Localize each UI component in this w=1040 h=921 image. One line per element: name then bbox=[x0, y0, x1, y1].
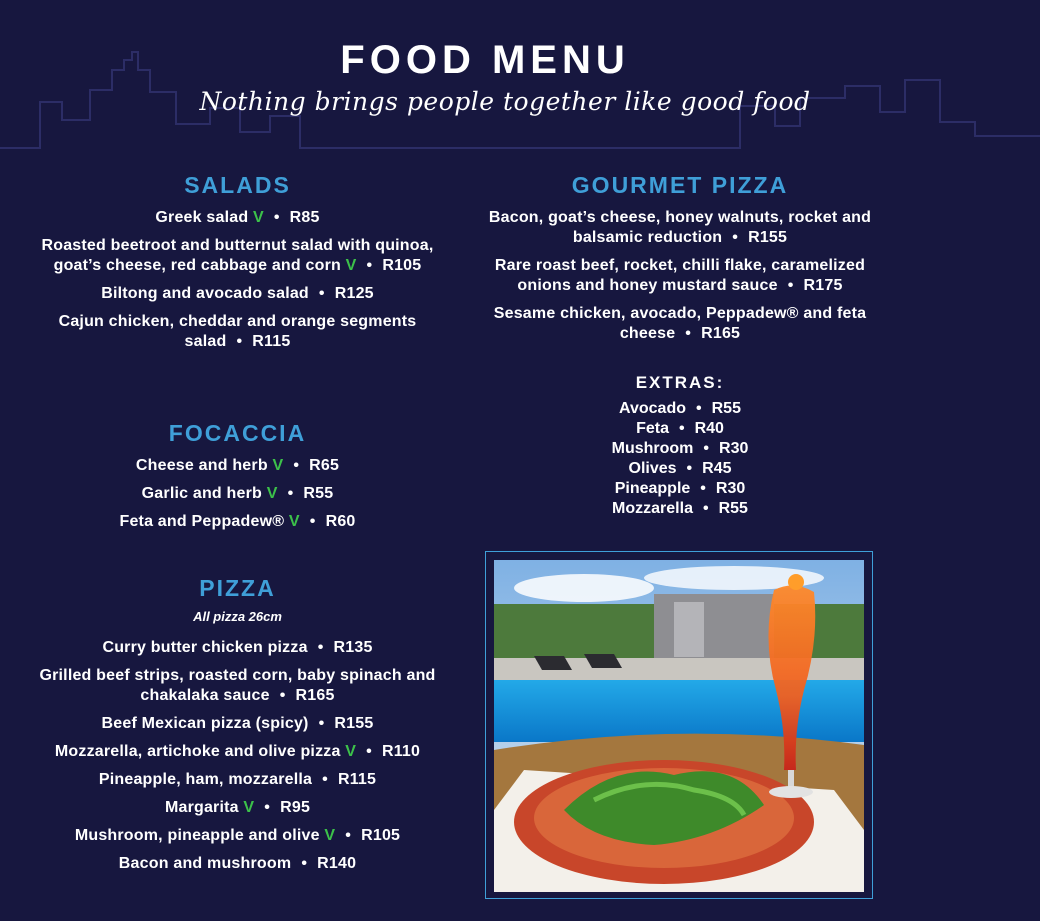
salads-list bbox=[30, 208, 445, 352]
vegetarian-badge: V bbox=[266, 485, 278, 502]
item-name: Pineapple, ham, mozzarella bbox=[98, 771, 313, 788]
separator-dot: • bbox=[696, 400, 702, 417]
menu-item bbox=[30, 512, 445, 532]
item-price: R175 bbox=[803, 277, 843, 294]
separator-dot: • bbox=[345, 827, 352, 844]
extra-item bbox=[470, 479, 890, 499]
extra-price: R30 bbox=[715, 480, 746, 497]
item-name: Garlic and herb bbox=[141, 485, 263, 502]
item-price: R135 bbox=[333, 639, 373, 656]
menu-item bbox=[30, 312, 445, 352]
item-price: R95 bbox=[280, 799, 311, 816]
menu-item bbox=[30, 770, 445, 790]
separator-dot: • bbox=[318, 715, 325, 732]
item-name: Beef Mexican pizza (spicy) bbox=[101, 715, 309, 732]
item-price: R140 bbox=[317, 855, 357, 872]
item-price: R115 bbox=[337, 771, 377, 788]
item-price: R55 bbox=[303, 485, 334, 502]
photo-frame bbox=[485, 551, 873, 899]
menu-item bbox=[30, 742, 445, 762]
pizza-and-cocktail-poolside-photo-icon bbox=[494, 560, 864, 892]
item-price: R60 bbox=[325, 513, 356, 530]
item-price: R125 bbox=[334, 285, 374, 302]
item-name: Margarita bbox=[164, 799, 239, 816]
item-name: Cajun chicken, cheddar and orange segments salad bbox=[58, 313, 417, 350]
extra-item bbox=[470, 419, 890, 439]
item-name: Cheese and herb bbox=[135, 457, 268, 474]
item-price: R105 bbox=[382, 257, 422, 274]
item-price: R110 bbox=[381, 743, 421, 760]
section-focaccia bbox=[30, 420, 445, 540]
menu-item bbox=[30, 666, 445, 706]
separator-dot: • bbox=[273, 209, 280, 226]
separator-dot: • bbox=[366, 257, 373, 274]
menu-item bbox=[470, 208, 890, 248]
separator-dot: • bbox=[236, 333, 243, 350]
separator-dot: • bbox=[264, 799, 271, 816]
vegetarian-badge: V bbox=[288, 513, 300, 530]
extra-price: R55 bbox=[718, 500, 748, 517]
separator-dot: • bbox=[685, 325, 692, 342]
separator-dot: • bbox=[322, 771, 328, 788]
item-name: Curry butter chicken pizza bbox=[102, 639, 308, 656]
extra-price: R40 bbox=[694, 420, 724, 437]
pizza-size-note: All pizza 26cm bbox=[193, 609, 282, 624]
separator-dot: • bbox=[317, 639, 324, 656]
menu-item bbox=[30, 236, 445, 276]
separator-dot: • bbox=[318, 285, 325, 302]
section-title-gourmet-pizza: GOURMET PIZZA bbox=[571, 172, 789, 198]
menu-item bbox=[470, 256, 890, 296]
section-pizza bbox=[30, 575, 445, 882]
menu-item bbox=[30, 798, 445, 818]
item-price: R115 bbox=[252, 333, 291, 350]
vegetarian-badge: V bbox=[272, 457, 284, 474]
menu-item bbox=[30, 826, 445, 846]
menu-item bbox=[30, 854, 445, 874]
extra-name: Avocado bbox=[619, 400, 686, 417]
extras-list bbox=[470, 399, 890, 519]
section-gourmet-pizza bbox=[470, 172, 890, 352]
separator-dot: • bbox=[787, 277, 794, 294]
menu-item bbox=[30, 714, 445, 734]
item-name: Bacon and mushroom bbox=[118, 855, 292, 872]
menu-item bbox=[30, 484, 445, 504]
item-name: Greek salad bbox=[155, 209, 249, 226]
section-title-focaccia: FOCACCIA bbox=[168, 420, 307, 446]
extra-price: R45 bbox=[702, 460, 732, 477]
separator-dot: • bbox=[700, 480, 706, 497]
item-price: R155 bbox=[748, 229, 788, 246]
item-name: Biltong and avocado salad bbox=[101, 285, 309, 302]
section-title-salads: SALADS bbox=[184, 172, 291, 198]
extra-item bbox=[470, 459, 890, 479]
focaccia-list bbox=[30, 456, 445, 532]
section-title-extras: EXTRAS: bbox=[635, 373, 725, 392]
extra-item bbox=[470, 439, 890, 459]
item-price: R85 bbox=[289, 209, 320, 226]
separator-dot: • bbox=[678, 420, 685, 437]
item-price: R155 bbox=[334, 715, 374, 732]
item-name: Sesame chicken, avocado, Peppadew® and feta cheese bbox=[493, 305, 867, 342]
menu-item bbox=[30, 638, 445, 658]
item-name: Mushroom, pineapple and olive bbox=[74, 827, 320, 844]
separator-dot: • bbox=[279, 687, 286, 704]
menu-item bbox=[470, 304, 890, 344]
vegetarian-badge: V bbox=[324, 827, 336, 844]
vegetarian-badge: V bbox=[345, 743, 357, 760]
section-salads bbox=[30, 172, 445, 360]
section-title-pizza: PIZZA bbox=[199, 575, 276, 601]
item-price: R105 bbox=[361, 827, 401, 844]
item-name: Bacon, goat’s cheese, honey walnuts, rocket and balsamic reduction bbox=[488, 209, 872, 246]
separator-dot: • bbox=[287, 485, 294, 502]
extra-name: Mushroom bbox=[611, 440, 694, 457]
tagline: Nothing brings people together like good food bbox=[199, 87, 811, 116]
extra-price: R55 bbox=[711, 400, 741, 417]
separator-dot: • bbox=[732, 229, 739, 246]
extra-name: Feta bbox=[636, 420, 669, 437]
vegetarian-badge: V bbox=[243, 799, 255, 816]
extra-item bbox=[470, 499, 890, 519]
item-price: R165 bbox=[295, 687, 335, 704]
menu-item bbox=[30, 284, 445, 304]
separator-dot: • bbox=[686, 460, 693, 477]
page-title: FOOD MENU bbox=[340, 38, 630, 82]
menu-item bbox=[30, 456, 445, 476]
pizza-list bbox=[30, 638, 445, 874]
separator-dot: • bbox=[293, 457, 300, 474]
extra-item bbox=[470, 399, 890, 419]
vegetarian-badge: V bbox=[345, 257, 357, 274]
gourmet-list bbox=[470, 208, 890, 344]
separator-dot: • bbox=[702, 500, 709, 517]
item-name: Mozzarella, artichoke and olive pizza bbox=[54, 743, 341, 760]
extra-price: R30 bbox=[719, 440, 749, 457]
extra-name: Mozzarella bbox=[612, 500, 693, 517]
menu-item bbox=[30, 208, 445, 228]
separator-dot: • bbox=[309, 513, 316, 530]
item-name: Feta and Peppadew® bbox=[119, 513, 285, 530]
item-name: Rare roast beef, rocket, chilli flake, caramelized onions and honey mustard sauce bbox=[494, 257, 866, 294]
item-name: Grilled beef strips, roasted corn, baby spinach and chakalaka sauce bbox=[39, 667, 436, 704]
vegetarian-badge: V bbox=[252, 209, 264, 226]
separator-dot: • bbox=[366, 743, 372, 760]
section-extras bbox=[470, 373, 890, 519]
menu-header bbox=[0, 38, 1040, 116]
extra-name: Olives bbox=[628, 460, 677, 477]
extra-name: Pineapple bbox=[614, 480, 691, 497]
item-price: R165 bbox=[701, 325, 741, 342]
item-name: Roasted beetroot and butternut salad with quinoa, goat’s cheese, red cabbage and corn bbox=[41, 237, 434, 274]
separator-dot: • bbox=[703, 440, 710, 457]
item-price: R65 bbox=[309, 457, 340, 474]
separator-dot: • bbox=[301, 855, 308, 872]
